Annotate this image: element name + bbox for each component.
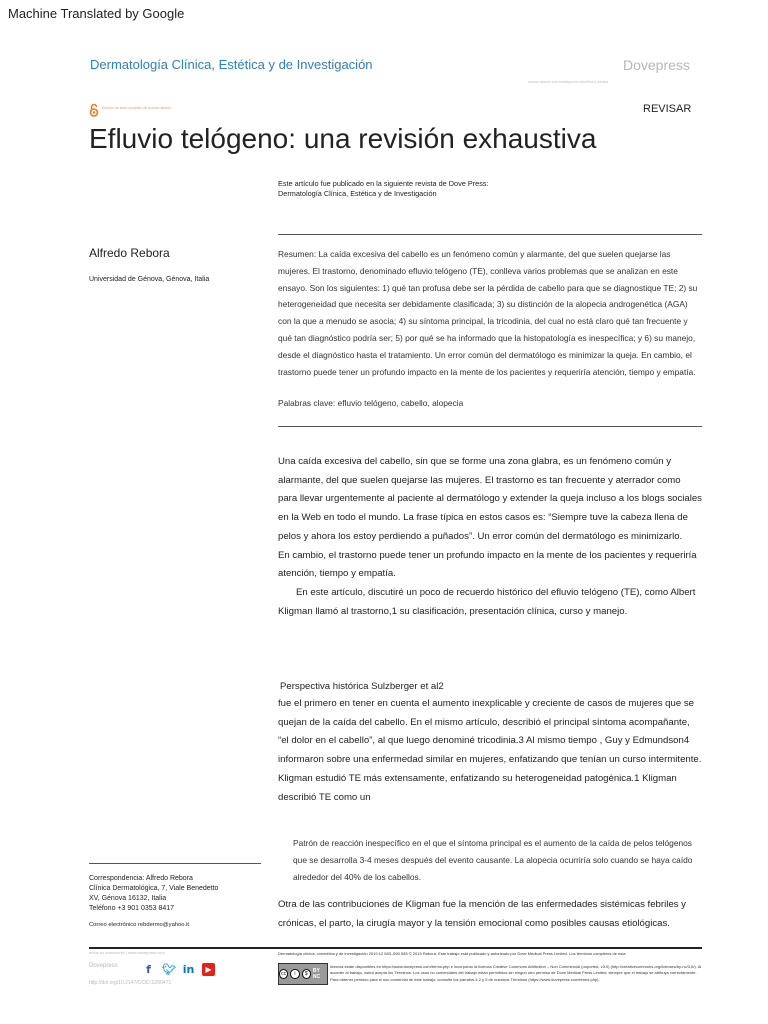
keywords: Palabras clave: efluvio telógeno, cabello, alopecia [278, 398, 464, 408]
paragraph: Otra de las contribuciones de Kligman fue la mención de las enfermedades sistémicas febriles y crónicas, el parto, la cirugía mayor y la tensión emocional como posibles causas etiológicas. [278, 899, 686, 929]
abstract: Resumen: La caída excesiva del cabello es un fenómeno común y alarmante, del que suelen quejarse las mujeres. El trastorno, denominado efluvio telógeno (TE), conlleva varios problemas que se analizan en este ensayo. Son los siguientes: 1) qué tan profusa debe ser la pérdida de cabello para que se diagnostique TE; 2) su heterogeneidad que necesita ser debidamente clasificada; 3) su distinción de la alopecia androgenética (AGA) con la que a menudo se asocia; 4) su síntoma principal, la tricodinia, del cual no está claro qué tan frecuente y qué tan diagnóstico podría ser; 5) por qué se ha informado que la histopatología es inespecífica; y 6) su manejo, desde el diagnóstico hasta el tratamiento. Un error común del dermatólogo es minimizar la queja. En cambio, el trastorno puede tener un profundo impacto en la mente de los pacientes y requeriría atención, tiempo y empatía. [278, 249, 698, 377]
correspondence [89, 874, 218, 914]
correspondence-line: Correspondencia: Alfredo Rebora [89, 875, 193, 882]
article-title: Efluvio telógeno: una revisión exhaustiva [89, 123, 597, 154]
footer-divider [89, 947, 702, 949]
by-circle-icon: i [290, 969, 299, 979]
correspondence-line: Clínica Dermatológica, 7, Viale Benedetto [89, 885, 219, 892]
journal-name[interactable]: Dermatología Clínica, Estética y de Investigación [90, 57, 373, 72]
paragraph: Una caída excesiva del cabello, sin que se forme una zona glabra, es un fenómeno común y alarmante, del que suelen quejarse las mujeres. El trastorno es tan frecuente y aterrador como para llevar urgentemente al paciente al dermatólogo y extender la queja incluso a los blogs sociales en la Web en todo el mundo. La frase típica en estos casos es: “Siempre tuve la cabeza llena de pelos y ahora los estoy perdiendo a puñados”. Un error común del dermatólogo es minimizarlo. [278, 456, 702, 542]
introduction [278, 453, 702, 621]
cc-badge-label: BY NC [312, 968, 321, 980]
cc-circle-icon: cc [279, 969, 288, 979]
correspondence-line: Teléfono +3 901 0353 8417 [89, 905, 175, 912]
paragraph: En cambio, el trastorno puede tener un profundo impacto en la mente de los pacientes y requeriría atención, tiempo y empatía. [278, 549, 697, 580]
publisher-tagline: acceso abierto a la investigación científica y médica [528, 80, 609, 84]
divider [278, 234, 702, 235]
correspondence-email[interactable]: Correo electrónico rebdermo@yahoo.it [89, 922, 189, 928]
machine-translation-banner: Machine Translated by Google [8, 6, 185, 21]
creative-commons-icon[interactable] [278, 963, 328, 985]
publication-note-line: Este artículo fue publicado en la siguiente revista de Dove Press: [278, 179, 489, 188]
facebook-icon[interactable]: f [146, 963, 151, 976]
youtube-icon[interactable]: ▶ [202, 963, 215, 976]
social-links [142, 963, 215, 976]
footer-publisher[interactable]: Dovepress [89, 963, 118, 969]
correspondence-line: XV, Génova 16132, Italia [89, 895, 167, 902]
author-name: Alfredo Rebora [89, 246, 170, 260]
paragraph: fue el primero en tener en cuenta el aumento inexplicable y creciente de casos de mujeres que se quejan de la caída del cabello. En el mismo artículo, describió el principal síntoma acompañante, “el dolor en el cabello”, al que luego denominé tricodinia.3 Al mismo tiempo , Guy y Edmundson4 informaron sobre una enfermedad similar en mujeres, enfatizando que tenían un curso intermitente. [278, 698, 702, 766]
publication-note [278, 179, 489, 199]
twitter-icon[interactable]: 🐦︎ [162, 963, 176, 976]
open-access-icon [89, 103, 99, 117]
open-access-label: Artículo de texto completo de acceso abierto [102, 106, 172, 110]
submit-manuscript-link[interactable]: envíe su manuscrito | www.dovepress.com [89, 950, 165, 955]
publisher-logo[interactable]: Dovepress [623, 57, 690, 73]
divider [89, 863, 261, 864]
block-quote: Patrón de reacción inespecífico en el que el síntoma principal es el aumento de la caída de pelos telógenos que se desarrolla 3-4 meses después del evento causante. La alopecia ocurriría solo cuando se haya caído alrededor del 40% de los cabellos. [293, 838, 693, 882]
history-body [278, 695, 702, 807]
publication-note-line: Dermatología Clínica, Estética y de Investigación [278, 189, 437, 198]
paragraph: En este artículo, discutiré un poco de recuerdo histórico del efluvio telógeno (TE), como Albert Kligman llamó al trastorno,1 su clasificación, presentación clínica, curso y manejo. [278, 586, 696, 617]
section-heading: Perspectiva histórica Sulzberger et al2 [280, 681, 444, 692]
author-affiliation: Universidad de Génova, Génova, Italia [89, 276, 210, 283]
doi-link[interactable]: http://doi.org/10.2147/CCID.S200471 [89, 980, 172, 986]
nc-circle-icon: $ [302, 969, 311, 979]
divider [278, 426, 702, 427]
paragraph: Kligman estudió TE más extensamente, enfatizando su heterogeneidad patogénica.1 Kligman describió TE como un [278, 772, 677, 803]
history-body-continued [278, 896, 702, 933]
article-type: REVISAR [643, 103, 692, 115]
license-text: licencia están disponibles en https://www.dovepress.com/terms.php e incorporan la licencia Creative Commons Attribution – Non Commercial (unported, v3.0) (http://creativecommons.org/licenses/by-nc/3.0/). Al acceder al trabajo, usted acepta los Términos. Los usos no comerciales del trabajo están permitidos sin ningún otro permiso de Dove Medical Press Limited, siempre que el trabajo se atribuya correctamente. Para obtener permiso para el uso comercial de este trabajo, consulte los párrafos 4.2 y 5 de nuestros Términos (https://www.dovepress.com/terms.php). [330, 964, 702, 982]
citation-line: Dermatología clínica, cosmética y de investigación 2019:12 583–590 583 © 2019 Rebora. Este trabajo está publicado y autorizado por Dove Medical Press Limited. Los términos completos de esta [278, 951, 626, 956]
linkedin-icon[interactable]: in [182, 963, 195, 976]
